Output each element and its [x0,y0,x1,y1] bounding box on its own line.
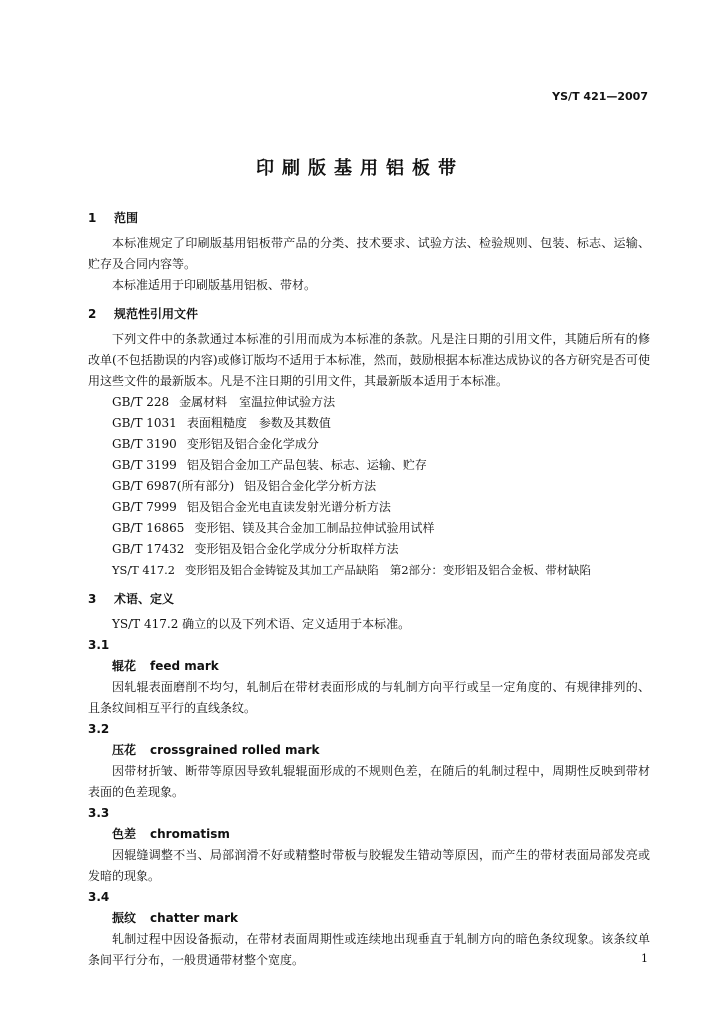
term-number: 3.3 [88,806,110,820]
section-3-heading [88,589,650,610]
reference-title: 铝及铝合金加工产品包装、标志、运输、贮存 [186,458,427,472]
term-heading [112,824,650,845]
term-en: crossgrained rolled mark [150,743,320,757]
term-number: 3.2 [88,722,110,736]
paragraph: 本标准规定了印刷版基用铝板带产品的分类、技术要求、试验方法、检验规则、包装、标志、运输、贮存及合同内容等。 [88,236,650,271]
reference-title: 变形铝及铝合金化学成分分析取样方法 [194,542,399,556]
standard-code: YS/T 421—2007 [552,90,648,103]
term-en: chatter mark [150,911,238,925]
term-number: 3.1 [88,638,110,652]
reference-title: 铝及铝合金化学分析方法 [244,479,377,493]
reference-item [112,518,650,539]
reference-code: YS/T 417.2 [112,563,175,577]
paragraph: 本标准适用于印刷版基用铝板、带材。 [112,278,317,292]
section-1-heading [88,208,650,229]
reference-item [112,497,650,518]
reference-code: GB/T 228 [112,395,170,409]
reference-title: 表面粗糙度 参数及其数值 [186,416,331,430]
reference-code: GB/T 3199 [112,458,177,472]
term-zh: 色差 [112,827,137,841]
section-title: 范围 [114,211,139,225]
term-zh: 辊花 [112,659,137,673]
reference-item [112,560,650,581]
section-number: 2 [88,307,97,321]
section-title: 术语、定义 [114,592,175,606]
page-number: 1 [641,952,648,965]
reference-item [112,413,650,434]
reference-code: GB/T 1031 [112,416,177,430]
section-number: 1 [88,211,97,225]
term-en: feed mark [150,659,219,673]
document-title: 印刷版基用铝板带 [256,158,464,179]
term-heading [112,908,650,929]
term-heading [112,656,650,677]
reference-item [112,392,650,413]
reference-title: 变形铝、镁及其合金加工制品拉伸试验用试样 [194,521,435,535]
reference-item [112,434,650,455]
term-definition: 因轧辊表面磨削不均匀，轧制后在带材表面形成的与轧制方向平行或呈一定角度的、有规律排列的、且条纹间相互平行的直线条纹。 [88,680,650,715]
reference-code: GB/T 6987(所有部分) [112,479,235,493]
term-definition: 因辊缝调整不当、局部润滑不好或精整时带板与胶辊发生错动等原因，而产生的带材表面局部发亮或发暗的现象。 [88,848,650,883]
term-heading [112,740,650,761]
reference-item [112,455,650,476]
reference-title: 变形铝及铝合金铸锭及其加工产品缺陷 第2部分：变形铝及铝合金板、带材缺陷 [185,563,591,577]
section-2-heading [88,304,650,325]
reference-code: GB/T 7999 [112,500,177,514]
term-definition: 因带材折皱、断带等原因导致轧辊辊面形成的不规则色差，在随后的轧制过程中，周期性反映到带材表面的色差现象。 [88,764,650,799]
reference-title: 铝及铝合金光电直读发射光谱分析方法 [186,500,391,514]
section-title: 规范性引用文件 [114,307,199,321]
term-definition: 轧制过程中因设备振动，在带材表面周期性或连续地出现垂直于轧制方向的暗色条纹现象。该条纹单条间平行分布，一般贯通带材整个宽度。 [88,932,650,967]
term-en: chromatism [150,827,230,841]
section-number: 3 [88,592,97,606]
term-number: 3.4 [88,890,110,904]
term-zh: 振纹 [112,911,137,925]
reference-code: GB/T 3190 [112,437,177,451]
reference-item [112,476,650,497]
reference-title: 变形铝及铝合金化学成分 [186,437,319,451]
term-zh: 压花 [112,743,137,757]
reference-title: 金属材料 室温拉伸试验方法 [179,395,336,409]
reference-item [112,539,650,560]
reference-code: GB/T 16865 [112,521,185,535]
reference-code: GB/T 17432 [112,542,185,556]
paragraph: 下列文件中的条款通过本标准的引用而成为本标准的条款。凡是注日期的引用文件，其随后所有的修改单(不包括勘误的内容)或修订版均不适用于本标准，然而，鼓励根据本标准达成协议的各方研究是否可使用这些文件的最新版本。凡是不注日期的引用文件，其最新版本适用于本标准。 [88,332,650,388]
document-body [88,208,650,971]
paragraph: YS/T 417.2 确立的以及下列术语、定义适用于本标准。 [112,617,411,631]
